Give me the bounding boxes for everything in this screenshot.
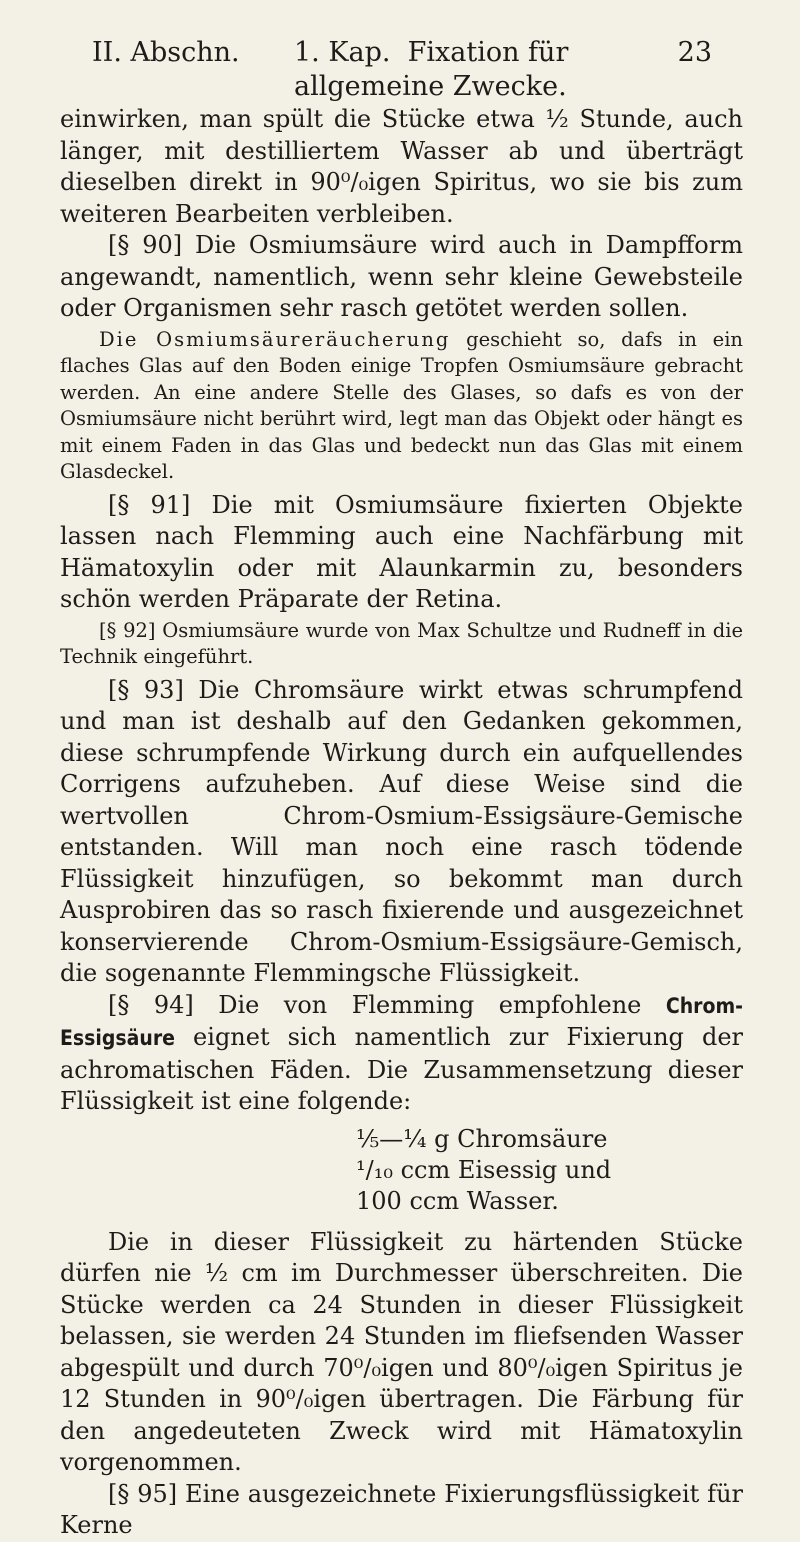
paragraph-hardening-instructions: Die in dieser Flüssigkeit zu härtenden Stücke dürfen nie ½ cm im Durchmesser überschreiten. Die Stücke werden ca 24 Stunden in dieser Flüssigkeit belassen, sie werden 24 Stunden im fliefsenden Wasser abgespült und durch 70⁰/₀igen und 80⁰/₀igen Spiritus je 12 Stunden in 90⁰/₀igen übertragen. Die Färbung für den angedeuteten Zweck wird mit Hämatoxylin vorgenommen.	[60, 1227, 743, 1476]
term-osmium-fumigation: Die Osmiumsäureräucherung	[99, 327, 451, 351]
header-title: Fixation für allgemeine Zwecke.	[294, 37, 569, 102]
paragraph-section-94: [§ 94] Die von Flemming empfohlene Chrom-Essigsäure eignet sich namentlich zur Fixierung der achromatischen Fäden. Die Zusammensetzung dieser Flüssigkeit ist eine folgende:	[60, 990, 743, 1115]
formula-line-water: 100 ccm Wasser.	[356, 1186, 559, 1215]
running-header	[92, 36, 712, 102]
note-section-92: [§ 92] Osmiumsäure wurde von Max Schultze und Rudneff in die Technik eingeführt.	[60, 618, 743, 668]
paragraph-section-93: [§ 93] Die Chromsäure wirkt etwas schrumpfend und man ist deshalb auf den Gedanken gekommen, diese schrumpfende Wirkung durch ein aufquellendes Corrigens aufzuheben. Auf diese Weise sind die wertvollen Chrom-Osmium-Essigsäure-Gemische entstanden. Will man noch eine rasch tödende Flüssigkeit hinzufügen, so bekommt man durch Ausprobiren das so rasch fixierende und ausgezeichnet konservierende Chrom-Osmium-Essigsäure-Gemisch, die sogenannte Flemmingsche Flüssigkeit.	[60, 675, 743, 987]
term-chrom-essigsaeure: Chrom-Essigsäure	[60, 993, 743, 1050]
paragraph-continuation: einwirken, man spült die Stücke etwa ½ Stunde, auch länger, mit destilliertem Wasser ab und überträgt dieselben direkt in 90⁰/₀igen Spiritus, wo sie bis zum weiteren Bearbeiten verbleiben.	[60, 105, 743, 228]
formula-line-acetic-acid: ¹/₁₀ ccm Eisessig und	[356, 1155, 612, 1184]
header-chapter-title	[294, 36, 712, 104]
note-osmium-fumigation: Die Osmiumsäureräucherung geschieht so, dafs in ein flaches Glas auf den Boden einige Tropfen Osmiumsäure gebracht werden. An eine andere Stelle des Glases, so dafs es von der Osmiumsäure nicht berührt wird, legt man das Objekt oder hängt es mit einem Faden in das Glas und bedeckt nun das Glas mit einem Glasdeckel.	[60, 327, 743, 483]
paragraph-section-95: [§ 95] Eine ausgezeichnete Fixierungsflüssigkeit für Kerne	[60, 1479, 743, 1539]
paragraph-section-91: [§ 91] Die mit Osmiumsäure fixierten Objekte lassen nach Flemming auch eine Nachfärbung mit Hämatoxylin oder mit Alaunkarmin zu, besonders schön werden Präparate der Retina.	[60, 490, 743, 613]
header-chapter: 1. Kap.	[294, 37, 391, 68]
page-body	[60, 104, 743, 1542]
formula-composition	[60, 1124, 743, 1217]
formula-line-chromic-acid: ⅕—¼ g Chromsäure	[356, 1124, 608, 1153]
header-section: II. Abschn.	[92, 37, 240, 68]
page-number: 23	[677, 37, 712, 68]
paragraph-section-90: [§ 90] Die Osmiumsäure wird auch in Dampfform angewandt, namentlich, wenn sehr kleine Gewebsteile oder Organismen sehr rasch getötet werden sollen.	[60, 231, 743, 322]
